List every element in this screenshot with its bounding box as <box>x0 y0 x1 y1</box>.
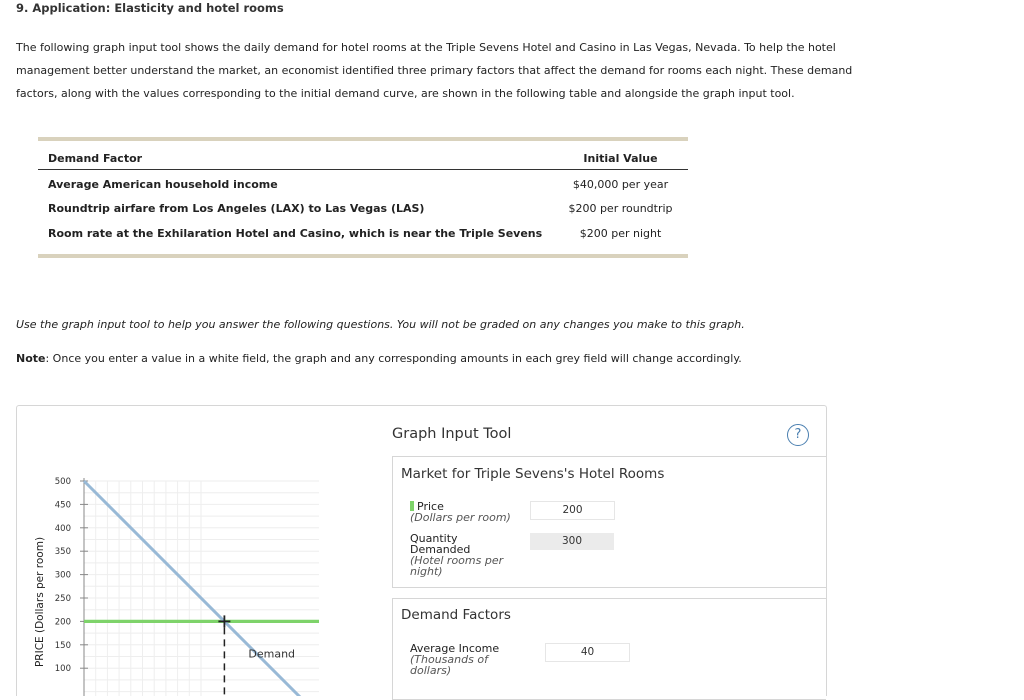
factor-name: Roundtrip airfare from Los Angeles (LAX) to Las Vegas (LAS) <box>48 202 425 216</box>
y-tick-label: 450 <box>54 500 71 511</box>
factor-value: $40,000 per year <box>572 177 669 191</box>
note-label: Note <box>16 352 46 365</box>
factor-name: Average American household income <box>48 177 278 191</box>
graph-grid <box>84 481 319 696</box>
header-initial-value: Initial Value <box>553 141 688 170</box>
market-box <box>392 456 826 588</box>
factor-value: $200 per night <box>579 226 662 240</box>
table-bottom-bar <box>38 254 688 258</box>
y-tick-label: 150 <box>54 640 71 651</box>
y-axis-label: PRICE (Dollars per room) <box>34 536 46 668</box>
income-field-label <box>410 643 499 676</box>
demand-factors-title: Demand Factors <box>401 607 511 623</box>
y-tick-label: 300 <box>54 570 71 581</box>
quantity-unit-line2: night) <box>410 565 443 578</box>
y-tick-label: 100 <box>54 664 71 675</box>
demand-factor-table <box>38 137 688 258</box>
tool-title: Graph Input Tool <box>392 426 512 442</box>
price-field-label <box>410 501 511 523</box>
income-label: Average Income <box>410 642 500 655</box>
note <box>16 352 742 365</box>
quantity-demanded-output: 300 <box>530 533 614 550</box>
header-demand-factor: Demand Factor <box>38 141 553 170</box>
price-label: Price <box>417 500 444 513</box>
price-unit: (Dollars per room) <box>410 511 511 524</box>
question-intro: The following graph input tool shows the daily demand for hotel rooms at the Triple Sevens Hotel and Casino in Las Vegas, Nevada. To help the hotel management better understand the market, an economist identified three primary factors that affect the demand for rooms each night. These demand factors, along with the values corresponding to the initial demand curve, are shown in the following table and alongside the graph input tool. <box>16 41 853 100</box>
table-row <box>38 197 688 222</box>
quantity-unit-line1: (Hotel rooms per <box>410 554 504 567</box>
y-tick-label: 200 <box>54 617 71 628</box>
table-row <box>38 221 688 246</box>
income-unit-line2: dollars) <box>410 664 452 677</box>
y-tick-label: 250 <box>54 594 71 604</box>
help-icon[interactable]: ? <box>787 424 809 446</box>
income-unit-line1: (Thousands of <box>410 653 488 666</box>
y-tick-label: 500 <box>54 477 71 487</box>
y-tick-label: 400 <box>54 523 71 534</box>
market-title: Market for Triple Sevens's Hotel Rooms <box>401 466 665 482</box>
table-row <box>38 170 688 197</box>
average-income-input[interactable]: 40 <box>545 643 630 662</box>
y-tick-label: 350 <box>54 547 71 558</box>
y-axis-ticks <box>55 477 88 674</box>
factor-value: $200 per roundtrip <box>568 202 673 216</box>
demand-graph[interactable] <box>17 406 387 696</box>
factor-name: Room rate at the Exhilaration Hotel and Casino, which is near the Triple Sevens <box>48 226 543 240</box>
demand-factors-box <box>392 598 826 700</box>
price-swatch <box>410 501 414 511</box>
quantity-field-label <box>410 533 503 577</box>
question-title: 9. Application: Elasticity and hotel rooms <box>16 1 284 15</box>
instructions: Use the graph input tool to help you answer the following questions. You will not be graded on any changes you make to this graph. <box>16 318 745 331</box>
note-text: : Once you enter a value in a white field, the graph and any corresponding amounts in each grey field will change accordingly. <box>45 352 742 365</box>
quantity-label-line2: Demanded <box>410 543 471 556</box>
quantity-label-line1: Quantity <box>410 532 458 545</box>
price-input[interactable]: 200 <box>530 501 615 520</box>
demand-curve-label: Demand <box>248 647 296 661</box>
